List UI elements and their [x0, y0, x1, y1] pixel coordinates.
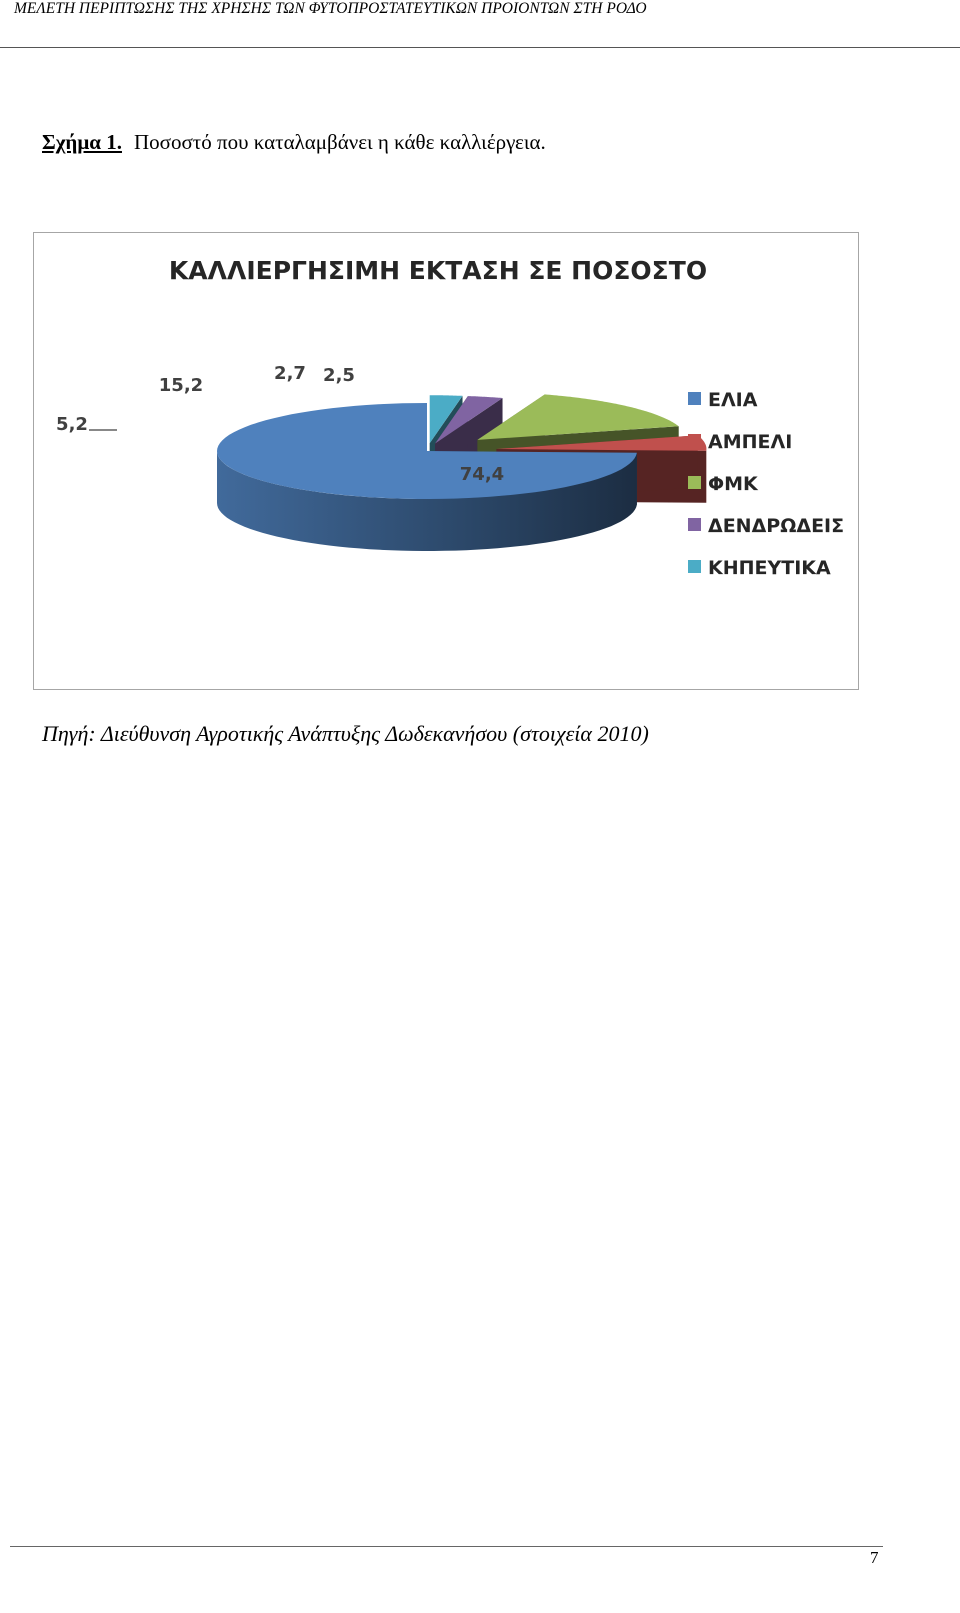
legend-swatch-φμκ: [688, 476, 701, 489]
data-label-κηπευτικα: 2,5: [323, 365, 355, 386]
footer-rule: [10, 1546, 883, 1547]
legend-swatch-δενδρωδεις: [688, 518, 701, 531]
legend-label-ελια: ΕΛΙΑ: [708, 389, 758, 411]
source-line: Πηγή: Διεύθυνση Αγροτικής Ανάπτυξης Δωδεκανήσου (στοιχεία 2010): [42, 721, 649, 746]
chart-title: ΚΑΛΛΙΕΡΓΗΣΙΜΗ ΕΚΤΑΣΗ ΣΕ ΠΟΣΟΣΤΟ: [168, 256, 708, 285]
legend-label-κηπευτικα: ΚΗΠΕΥΤΙΚΑ: [708, 557, 831, 579]
legend-label-αμπελι: ΑΜΠΕΛΙ: [708, 431, 793, 453]
data-label-φμκ: 15,2: [158, 375, 204, 396]
figure-caption-text: Ποσοστό που καταλαμβάνει η κάθε καλλιέργεια.: [133, 130, 546, 154]
chart-frame: [33, 232, 859, 690]
legend-label-δενδρωδεις: ΔΕΝΔΡΩΔΕΙΣ: [708, 515, 845, 537]
legend-swatch-κηπευτικα: [688, 560, 701, 573]
data-label-δενδρωδεις: 2,7: [274, 363, 306, 384]
figure-label: Σχήμα 1.: [42, 130, 122, 154]
pie-layer: [56, 363, 706, 551]
header-rule: [0, 47, 960, 48]
data-label-ελια: 74,4: [459, 464, 505, 485]
legend: [688, 389, 844, 579]
pie-chart: [34, 233, 857, 688]
running-header: ΜΕΛΕΤΗ ΠΕΡΙΠΤΩΣΗΣ ΤΗΣ ΧΡΗΣΗΣ ΤΩΝ ΦΥΤΟΠΡΟΣΤΑΤΕΥΤΙΚΩΝ ΠΡΟΙΟΝΤΩΝ ΣΤΗ ΡΟΔΟ: [14, 0, 647, 17]
data-label-αμπελι: 5,2: [56, 414, 88, 435]
legend-label-φμκ: ΦΜΚ: [708, 473, 758, 495]
page-number: 7: [870, 1548, 879, 1567]
legend-swatch-ελια: [688, 392, 701, 405]
figure-caption: [42, 130, 546, 155]
legend-swatch-αμπελι: [688, 434, 701, 447]
